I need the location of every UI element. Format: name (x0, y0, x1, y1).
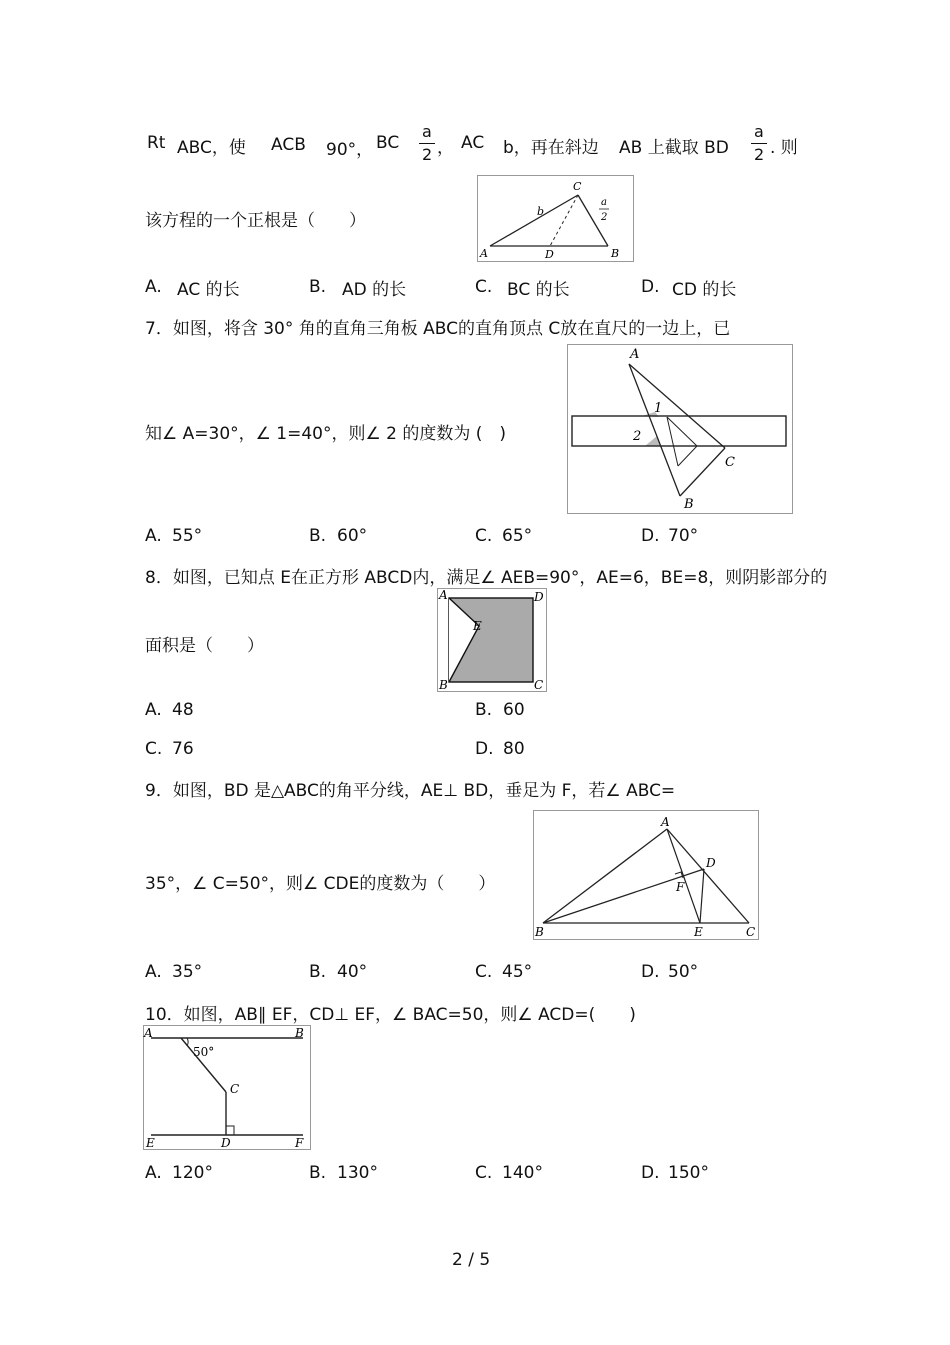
q9-figure-frame (534, 811, 759, 940)
q7-option-b-text[interactable]: 60° (337, 526, 368, 546)
q6-option-b-letter[interactable]: B. (309, 277, 327, 297)
q6-option-b-text[interactable]: AD 的长 (342, 280, 407, 300)
q6-text-bc: BC (376, 133, 400, 153)
q10-label-d: D (221, 1136, 231, 1150)
q8-option-c-text[interactable]: 76 (172, 739, 194, 759)
q6-label-b: B (611, 247, 620, 260)
q8-option-d-letter[interactable]: D. (475, 739, 494, 759)
q7-label-a: A (630, 347, 640, 362)
q10-label-c: C (230, 1082, 240, 1096)
q8-label-c: C (534, 678, 544, 692)
q9-label-b: B (535, 925, 544, 939)
q10-label-b: B (295, 1026, 304, 1040)
q6-frac1-num: a (422, 122, 432, 141)
q7-label-1: 1 (654, 401, 663, 416)
q9-label-a: A (661, 815, 670, 829)
q8-label-a: A (439, 588, 448, 602)
q10-label-angle: 50° (193, 1045, 215, 1059)
q7-label-b: B (684, 497, 694, 512)
q7-option-b-letter[interactable]: B. (309, 526, 327, 546)
q6-label-a-half-den: 2 (601, 212, 608, 223)
q7-option-d-letter[interactable]: D. (641, 526, 660, 546)
q9-label-f: F (676, 880, 685, 894)
q6-option-c-letter[interactable]: C. (475, 277, 493, 297)
q7-figure (567, 344, 793, 514)
q10-option-c-text[interactable]: 140° (502, 1163, 543, 1183)
q6-label-a: A (480, 247, 488, 260)
q10-option-b-text[interactable]: 130° (337, 1163, 378, 1183)
q6-fraction-1 (419, 122, 435, 166)
q6-frac2-bar (751, 143, 767, 144)
q10-option-d-letter[interactable]: D. (641, 1163, 660, 1183)
q10-question-line1: 10．如图，AB∥ EF，CD⊥ EF，∠ BAC=50，则∠ ACD=( ) (145, 1005, 636, 1025)
q8-option-a-letter[interactable]: A. (145, 700, 162, 720)
q10-option-c-letter[interactable]: C. (475, 1163, 493, 1183)
q10-option-d-text[interactable]: 150° (668, 1163, 709, 1183)
q6-text-b: b，再在斜边 (503, 138, 599, 158)
q6-option-c-text[interactable]: BC 的长 (507, 280, 570, 300)
q6-option-a-text[interactable]: AC 的长 (177, 280, 240, 300)
q9-option-a-letter[interactable]: A. (145, 962, 162, 982)
q9-question-line1: 9．如图，BD 是△ABC的角平分线，AE⊥ BD，垂足为 F，若∠ ABC= (145, 781, 676, 801)
q6-text-90: 90°， (326, 140, 374, 160)
q6-text-ac: AC (461, 133, 485, 153)
q7-option-a-text[interactable]: 55° (172, 526, 203, 546)
q8-figure (437, 588, 547, 692)
q10-option-b-letter[interactable]: B. (309, 1163, 327, 1183)
q8-label-b: B (439, 678, 448, 692)
q7-option-c-text[interactable]: 65° (502, 526, 533, 546)
q8-option-c-letter[interactable]: C. (145, 739, 163, 759)
q6-text-abc: ABC，使 (177, 138, 246, 158)
q6-option-d-text[interactable]: CD 的长 (672, 280, 737, 300)
q9-option-c-text[interactable]: 45° (502, 962, 533, 982)
q6-figure (477, 175, 634, 262)
q9-question-line2: 35°，∠ C=50°，则∠ CDE的度数为（ ） (145, 874, 496, 894)
q8-option-b-letter[interactable]: B. (475, 700, 493, 720)
q10-label-a: A (144, 1026, 153, 1040)
q6-question-line2: 该方程的一个正根是（ ） (145, 211, 366, 231)
q7-option-c-letter[interactable]: C. (475, 526, 493, 546)
q10-label-f: F (295, 1136, 304, 1150)
q8-option-a-text[interactable]: 48 (172, 700, 194, 720)
q7-option-a-letter[interactable]: A. (145, 526, 162, 546)
q6-text-ab-bd: AB 上截取 BD (619, 138, 729, 158)
q9-label-e: E (694, 925, 703, 939)
q6-label-a-half-num: a (601, 197, 607, 208)
q8-option-d-text[interactable]: 80 (503, 739, 525, 759)
q10-figure-frame (144, 1026, 311, 1150)
q9-option-b-letter[interactable]: B. (309, 962, 327, 982)
q6-frac2-den: 2 (754, 145, 765, 164)
q7-question-line1: 7．如图，将含 30° 角的直角三角板 ABC的直角顶点 C放在直尺的一边上，已 (145, 319, 731, 339)
q9-figure (533, 810, 759, 940)
q7-option-d-text[interactable]: 70° (668, 526, 699, 546)
q6-label-d: D (545, 248, 554, 261)
q9-label-d: D (706, 856, 716, 870)
q6-text-acb: ACB (271, 135, 306, 155)
q7-label-2: 2 (633, 429, 642, 444)
q9-option-b-text[interactable]: 40° (337, 962, 368, 982)
q10-option-a-letter[interactable]: A. (145, 1163, 162, 1183)
page-number: 2 / 5 (452, 1250, 491, 1270)
q9-option-d-text[interactable]: 50° (668, 962, 699, 982)
q10-option-a-text[interactable]: 120° (172, 1163, 213, 1183)
q10-figure (143, 1025, 311, 1150)
q6-label-c: C (573, 180, 582, 193)
q6-frac1-den: 2 (422, 145, 433, 164)
q8-option-b-text[interactable]: 60 (503, 700, 525, 720)
q8-label-d: D (534, 590, 544, 604)
q8-question-line1: 8．如图，已知点 E在正方形 ABCD内，满足∠ AEB=90°，AE=6，BE=8，则阴影部分的 (145, 568, 828, 588)
q9-option-d-letter[interactable]: D. (641, 962, 660, 982)
q6-fraction-2 (751, 122, 767, 166)
q7-question-line2: 知∠ A=30°，∠ 1=40°，则∠ 2 的度数为 ( ) (145, 424, 507, 444)
q8-question-line2: 面积是（ ） (145, 636, 264, 656)
q6-frac2-num: a (754, 122, 764, 141)
q6-option-d-letter[interactable]: D. (641, 277, 660, 297)
q7-label-c: C (725, 455, 735, 470)
q6-label-b-side: b (537, 205, 545, 218)
q6-text-rt: Rt (147, 133, 166, 153)
q9-label-c: C (746, 925, 756, 939)
q6-text-comma: ， (437, 138, 454, 158)
q6-option-a-letter[interactable]: A. (145, 277, 162, 297)
q9-option-a-text[interactable]: 35° (172, 962, 203, 982)
q9-option-c-letter[interactable]: C. (475, 962, 493, 982)
q10-label-e: E (146, 1136, 155, 1150)
q6-text-then: . 则 (770, 138, 798, 158)
q6-frac1-bar (419, 143, 435, 144)
q8-label-e: E (473, 619, 482, 633)
